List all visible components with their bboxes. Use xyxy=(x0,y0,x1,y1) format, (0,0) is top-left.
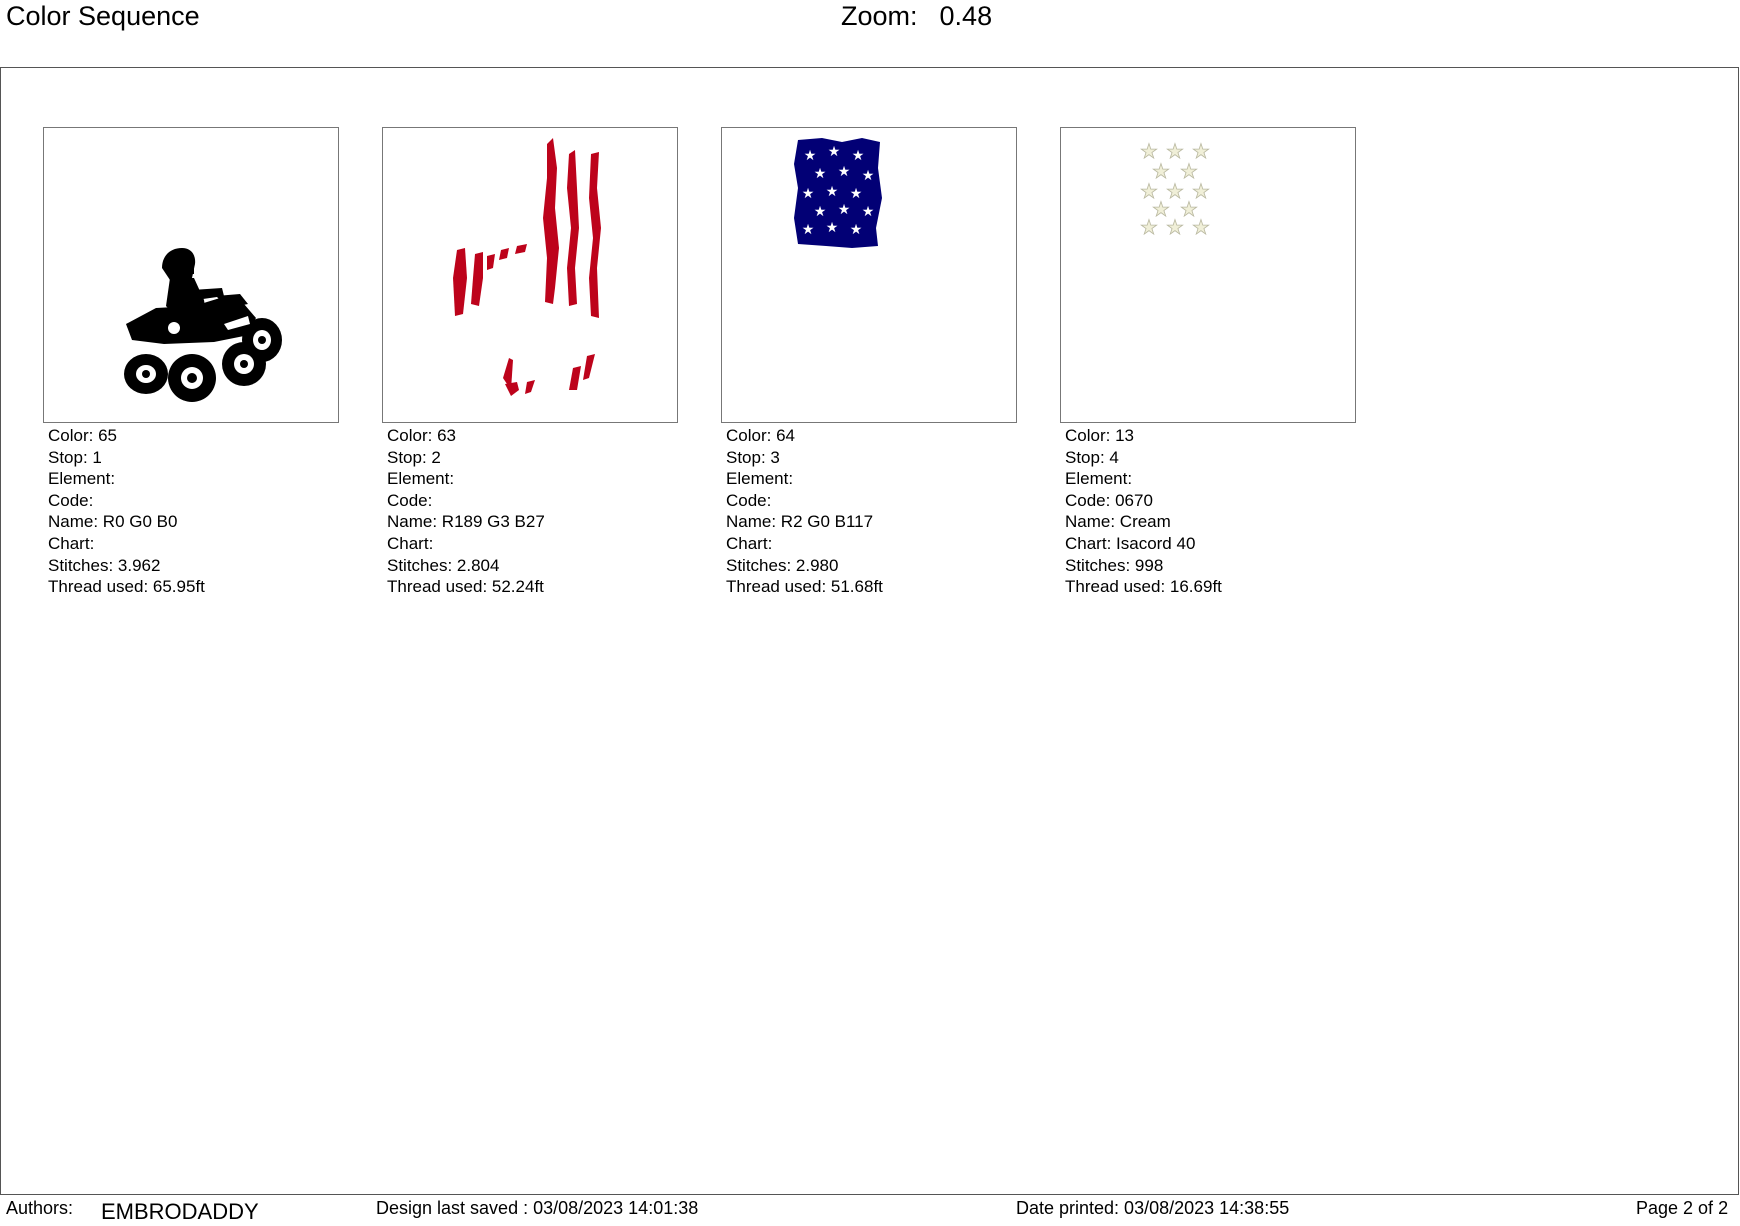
color-number: Color: 65 xyxy=(48,426,117,445)
svg-text:★: ★ xyxy=(1166,179,1184,203)
thread-name: Name: R0 G0 B0 xyxy=(48,512,178,532)
svg-text:★: ★ xyxy=(1140,179,1158,203)
thread-name: Name: Cream xyxy=(1065,512,1171,532)
chart-field: Chart: xyxy=(726,533,773,553)
chart-field: Chart: xyxy=(48,533,95,553)
svg-text:★: ★ xyxy=(825,184,839,200)
color-swatch-preview xyxy=(382,127,678,423)
svg-text:★: ★ xyxy=(803,148,817,164)
element-field: Element: xyxy=(726,469,794,489)
authors-value: EMBRODADDY xyxy=(101,1199,259,1224)
svg-text:★: ★ xyxy=(861,204,875,220)
svg-text:★: ★ xyxy=(1166,139,1184,163)
svg-text:★: ★ xyxy=(1166,215,1184,239)
element-field: Element: xyxy=(387,469,455,489)
color-info-block xyxy=(387,425,545,598)
svg-text:★: ★ xyxy=(825,220,839,236)
svg-text:★: ★ xyxy=(1140,215,1158,239)
chart-field: Chart: xyxy=(387,533,434,553)
svg-text:★: ★ xyxy=(861,168,875,184)
code-field: Code: xyxy=(387,490,433,510)
star-field-icon xyxy=(722,128,1016,422)
code-field: Code: 0670 xyxy=(1065,490,1153,510)
thread-used: Thread used: 65.95ft xyxy=(48,577,205,597)
svg-text:★: ★ xyxy=(1152,197,1170,221)
color-number: Color: 13 xyxy=(1065,426,1134,445)
page-title: Color Sequence xyxy=(6,1,200,31)
stitch-count: Stitches: 2.980 xyxy=(726,555,839,575)
svg-text:★: ★ xyxy=(1192,215,1210,239)
color-info-block xyxy=(1065,425,1222,598)
flag-stripes-icon xyxy=(383,128,677,422)
svg-text:★: ★ xyxy=(1192,139,1210,163)
svg-text:★: ★ xyxy=(813,166,827,182)
element-field: Element: xyxy=(48,469,116,489)
stitch-count: Stitches: 998 xyxy=(1065,555,1164,575)
stop-number: Stop: 1 xyxy=(48,447,102,467)
color-swatch-preview xyxy=(1060,127,1356,423)
svg-text:★: ★ xyxy=(837,164,851,180)
svg-text:★: ★ xyxy=(1192,179,1210,203)
thread-used: Thread used: 52.24ft xyxy=(387,577,544,597)
thread-name: Name: R189 G3 B27 xyxy=(387,512,545,532)
svg-text:★: ★ xyxy=(801,186,815,202)
thread-name: Name: R2 G0 B117 xyxy=(726,512,874,532)
svg-text:★: ★ xyxy=(1180,197,1198,221)
stitch-count: Stitches: 2.804 xyxy=(387,555,500,575)
svg-text:★: ★ xyxy=(849,186,863,202)
atv-rider-icon xyxy=(44,128,338,422)
stop-number: Stop: 2 xyxy=(387,447,441,467)
code-field: Code: xyxy=(726,490,772,510)
svg-text:★: ★ xyxy=(1140,139,1158,163)
stitch-count: Stitches: 3.962 xyxy=(48,555,161,575)
element-field: Element: xyxy=(1065,469,1133,489)
chart-field: Chart: Isacord 40 xyxy=(1065,533,1196,553)
zoom-value: 0.48 xyxy=(939,1,993,31)
zoom-label: Zoom: xyxy=(841,1,918,31)
stop-number: Stop: 3 xyxy=(726,447,780,467)
thread-used: Thread used: 16.69ft xyxy=(1065,577,1222,597)
date-printed: Date printed: 03/08/2023 14:38:55 xyxy=(1016,1198,1290,1218)
color-swatch-preview xyxy=(721,127,1017,423)
thread-used: Thread used: 51.68ft xyxy=(726,577,883,597)
svg-text:★: ★ xyxy=(1152,159,1170,183)
code-field: Code: xyxy=(48,490,94,510)
page-number: Page 2 of 2 xyxy=(1636,1198,1729,1218)
stars-icon xyxy=(1061,128,1355,422)
zoom-readout xyxy=(841,0,992,32)
authors-label: Authors: xyxy=(6,1198,74,1218)
color-info-block xyxy=(726,425,883,598)
svg-text:★: ★ xyxy=(849,222,863,238)
color-number: Color: 64 xyxy=(726,426,795,445)
color-swatch-preview xyxy=(43,127,339,423)
color-info-block xyxy=(48,425,205,598)
design-last-saved: Design last saved : 03/08/2023 14:01:38 xyxy=(376,1198,699,1218)
svg-text:★: ★ xyxy=(827,144,841,160)
color-number: Color: 63 xyxy=(387,426,456,445)
svg-text:★: ★ xyxy=(801,222,815,238)
svg-text:★: ★ xyxy=(837,202,851,218)
svg-text:★: ★ xyxy=(1180,159,1198,183)
stop-number: Stop: 4 xyxy=(1065,447,1119,467)
svg-text:★: ★ xyxy=(813,204,827,220)
svg-text:★: ★ xyxy=(851,148,865,164)
